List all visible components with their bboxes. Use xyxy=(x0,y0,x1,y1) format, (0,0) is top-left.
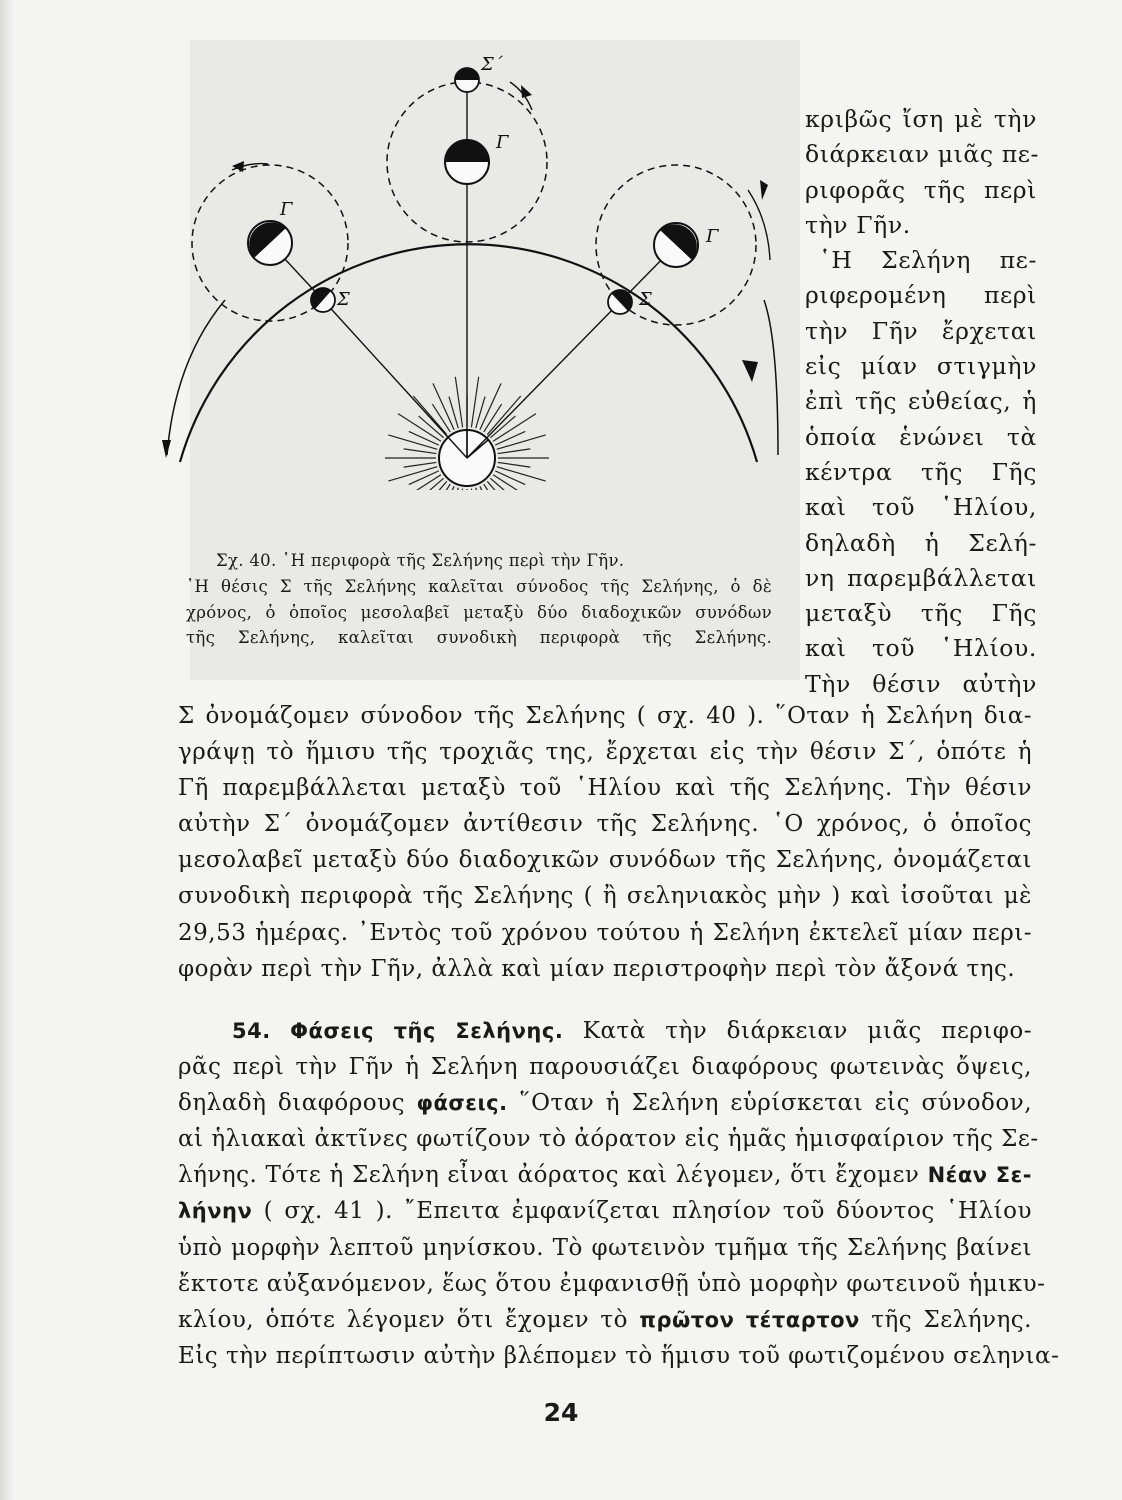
body-text-span: ( σχ. 41 ). ῎Επειτα ἐμφανίζεται πλησίον τοῦ δύοντος ῾Ηλίου xyxy=(263,1198,1032,1225)
label-earth-left: Γ xyxy=(280,199,293,220)
sun-ray xyxy=(476,397,485,429)
body-line: Εἰς τὴν περίπτωσιν αὐτὴν βλέπομεν τὸ ἥμισυ τοῦ φωτιζομένου σεληνια- xyxy=(178,1342,1060,1369)
side-line: καὶ τοῦ ῾Ηλίου. xyxy=(805,634,1037,663)
sun-ray xyxy=(497,467,546,481)
body-line: συνοδικὴ περιφορὰ τῆς Σελήνης ( ἢ σεληνιακὸς μὴν ) καὶ ἰσοῦται μὲ xyxy=(178,883,1032,910)
side-line: ὁποία ἑνώνει τὰ xyxy=(805,422,1037,451)
sun-ray xyxy=(398,414,441,442)
earth-left xyxy=(248,221,292,265)
side-line: νη παρεμβάλλεται xyxy=(805,563,1037,592)
term-new-moon: Νέαν Σε- xyxy=(927,1163,1033,1188)
caption-line: χρόνος, ὁ ὁποῖος μεσολαβεῖ μεταξὺ δύο διαδοχικῶν συνόδων xyxy=(186,602,772,622)
side-line: μεταξὺ τῆς Γῆς xyxy=(805,599,1037,628)
moon-right xyxy=(608,290,632,314)
term-first-quarter: πρῶτον τέταρτον xyxy=(639,1307,860,1332)
sun-ray xyxy=(398,475,441,490)
label-moon-opposite: Σ΄ xyxy=(481,54,503,75)
body-line: Γῆ παρεμβάλλεται μεταξὺ τοῦ ῾Ηλίου καὶ τῆς Σελήνης. Τὴν θέσιν xyxy=(178,775,1032,802)
side-line: εἰς μίαν στιγμὴν xyxy=(805,352,1037,381)
body-line xyxy=(178,1302,1032,1338)
sun-ray xyxy=(455,377,462,427)
label-earth-top: Γ xyxy=(496,132,509,153)
body-line: ὑπὸ μορφὴν λεπτοῦ μηνίσκου. Τὸ φωτεινὸν τμῆμα τῆς Σελήνης βαίνει xyxy=(178,1234,1032,1261)
moon-left xyxy=(311,288,335,312)
scan-edge xyxy=(0,0,14,1500)
body-line: φορὰν περὶ τὴν Γῆν, ἀλλὰ καὶ μίαν περιστροφὴν περὶ τὸν ἄξονά της. xyxy=(178,955,1016,982)
side-line: τὴν Γῆν ἔρχεται xyxy=(805,316,1037,345)
body-line xyxy=(178,1013,1032,1049)
label-moon-right: Σ xyxy=(639,289,652,310)
term-phases: φάσεις. xyxy=(416,1091,508,1116)
outer-arrow-right xyxy=(764,300,778,455)
sun-ray xyxy=(497,435,546,449)
sun-ray xyxy=(480,486,501,490)
sun-ray xyxy=(495,471,525,485)
sun-ray xyxy=(433,486,454,490)
moon-orbit-diagram xyxy=(150,50,790,490)
body-line: γράψῃ τὸ ἥμισυ τῆς τροχιᾶς της, ἔρχεται εἰς τὴν θέσιν Σ΄, ὁπότε ἡ xyxy=(178,739,1032,766)
body-line: ἔκτοτε αὐξανόμενον, ἕως ὅτου ἐμφανισθῇ ὑπὸ μορφὴν φωτεινοῦ ἡμικυ- xyxy=(178,1270,1046,1297)
side-line: ἐπὶ τῆς εὐθείας, ἡ xyxy=(805,387,1037,416)
sun-ray xyxy=(404,449,437,454)
body-line: αἱ ἡλιακαὶ ἀκτῖνες φωτίζουν τὸ ἀόρατον εἰς ἡμᾶς ἡμισφαίριον τῆς Σε- xyxy=(178,1126,1039,1153)
section-heading: 54. Φάσεις τῆς Σελήνης. xyxy=(232,1019,564,1043)
body-text-span: ῞Οταν ἡ Σελήνη εὑρίσκεται εἰς σύνοδον, xyxy=(519,1090,1033,1117)
caption-line: ῾Η θέσις Σ τῆς Σελήνης καλεῖται σύνοδος τῆς Σελήνης, ὁ δὲ xyxy=(186,576,772,596)
sun-ray xyxy=(493,414,536,442)
sun-ray xyxy=(495,431,525,445)
side-line: διάρκειαν μιᾶς πε- xyxy=(805,140,1040,169)
sun-ray xyxy=(493,475,536,490)
body-line: αὐτὴν Σ΄ ὀνομάζομεν ἀντίθεσιν τῆς Σελήνης. ῾Ο χρόνος, ὁ ὁποῖος xyxy=(178,811,1032,838)
body-line: ρᾶς περὶ τὴν Γῆν ἡ Σελήνη παρουσιάζει διαφόρους φωτεινὰς ὄψεις, xyxy=(178,1054,1032,1081)
paragraph-orbit xyxy=(178,698,1032,987)
body-line xyxy=(178,1157,1032,1193)
side-line: ριφερομένη περὶ xyxy=(805,281,1037,310)
side-line: δηλαδὴ ἡ Σελή- xyxy=(805,528,1037,557)
label-moon-left: Σ xyxy=(337,289,350,310)
page-number: 24 xyxy=(543,1398,579,1427)
side-line: ριφορᾶς τῆς περὶ xyxy=(805,175,1037,204)
body-line: Σ ὀνομάζομεν σύνοδον τῆς Σελήνης ( σχ. 40 ). ῞Οταν ἡ Σελήνη δια- xyxy=(178,703,1032,729)
body-text-span: κλίου, ὁπότε λέγομεν ὅτι ἔχομεν τὸ xyxy=(178,1306,628,1333)
moon-top xyxy=(455,68,479,92)
sun-ray xyxy=(409,431,439,445)
earth-top xyxy=(445,140,489,184)
side-column-text xyxy=(805,102,1040,702)
side-line: τὴν Γῆν. xyxy=(805,210,911,239)
sun-ray xyxy=(498,449,531,454)
term-new-moon-cont: λήνην xyxy=(178,1199,253,1224)
label-earth-right: Γ xyxy=(706,226,719,247)
sun-ray xyxy=(471,489,478,490)
body-text-span: δηλαδὴ διαφόρους xyxy=(178,1090,405,1117)
sun-ray xyxy=(471,377,478,427)
caption-line: τῆς Σελήνης, καλεῖται συνοδικὴ περιφορὰ τῆς Σελήνης. xyxy=(186,628,772,648)
sun-ray xyxy=(388,435,437,449)
side-line: κέντρα τῆς Γῆς xyxy=(805,457,1037,486)
sun-ray xyxy=(388,467,437,481)
side-line: καὶ τοῦ ῾Ηλίου, xyxy=(805,493,1037,522)
body-line: 29,53 ἡμέρας. ᾽Εντὸς τοῦ χρόνου τούτου ἡ Σελήνη ἐκτελεῖ μίαν περι- xyxy=(178,919,1032,946)
body-line: μεσολαβεῖ μεταξὺ δύο διαδοχικῶν συνόδων τῆς Σελήνης, ὀνομάζεται xyxy=(178,847,1032,874)
sun-ray xyxy=(419,478,444,490)
section-54-phases xyxy=(178,1013,1060,1374)
caption-title: Σχ. 40. ῾Η περιφορὰ τῆς Σελήνης περὶ τὴν Γῆν. xyxy=(216,551,625,570)
body-text-span: λήνης. Τότε ἡ Σελήνη εἶναι ἀόρατος καὶ λέγομεν, ὅτι ἔχομεν xyxy=(178,1162,920,1189)
side-line: κριβῶς ἴση μὲ τὴν xyxy=(805,105,1037,133)
sun-ray xyxy=(404,462,437,467)
outer-arrow-left xyxy=(167,300,225,455)
sun-ray xyxy=(455,489,462,490)
body-text-span: Κατὰ τὴν διάρκειαν μιᾶς περιφο- xyxy=(582,1018,1033,1044)
body-text-span: τῆς Σελήνης. xyxy=(871,1306,1032,1333)
sun-ray xyxy=(498,462,531,467)
sun-ray xyxy=(449,397,458,429)
earth-right xyxy=(654,223,698,267)
body-line xyxy=(178,1193,1032,1229)
body-line xyxy=(178,1085,1032,1121)
side-line: Τὴν θέσιν αὐτὴν xyxy=(805,669,1037,698)
side-line: ῾Η Σελήνη πε- xyxy=(819,246,1037,275)
sun-ray xyxy=(490,478,515,490)
figure-caption xyxy=(186,548,772,651)
sun-ray xyxy=(409,471,439,485)
